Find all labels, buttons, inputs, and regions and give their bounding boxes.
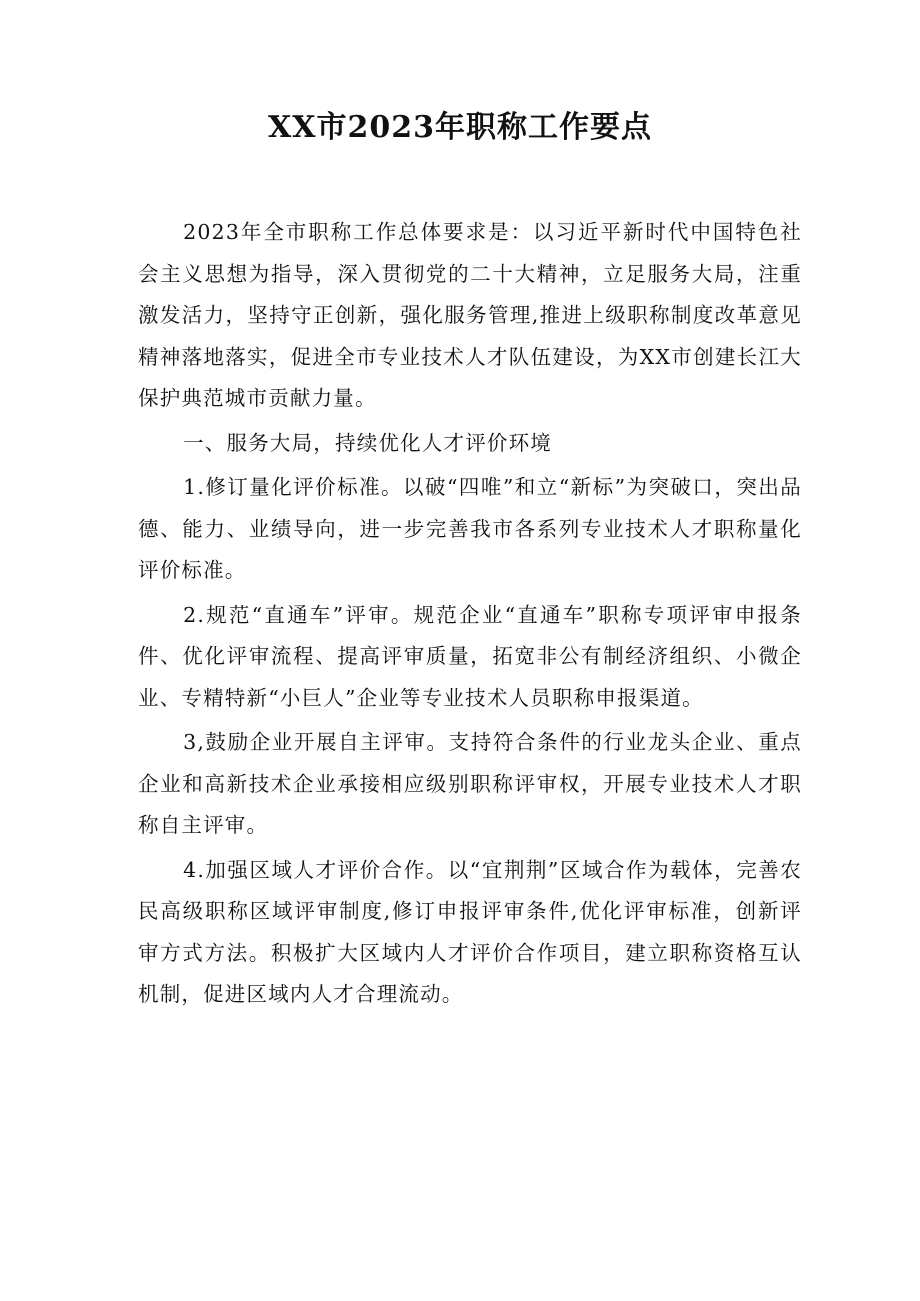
paragraph-general-requirements: 2023年全市职称工作总体要求是：以习近平新时代中国特色社会主义思想为指导，深入贯彻党的二十大精神，立足服务大局，注重激发活力，坚持守正创新，强化服务管理,推进上级职称制度改革意见精神落地落实，促进全市专业技术人才队伍建设，为XX市创建长江大保护典范城市贡献力量。 <box>138 220 802 410</box>
section-heading-1: 一、服务大局，持续优化人才评价环境 <box>183 430 552 455</box>
paragraph-item-2: 2.规范“直通车”评审。规范企业“直通车”职称专项评审申报条件、优化评审流程、提高评审质量，拓宽非公有制经济组织、小微企业、专精特新“小巨人”企业等专业技术人员职称申报渠道。 <box>138 602 802 710</box>
document-body <box>138 212 802 1016</box>
document-title: XX市2023年职称工作要点 <box>267 110 653 145</box>
paragraph-item-1: 1.修订量化评价标准。以破“四唯”和立“新标”为突破口，突出品德、能力、业绩导向，进一步完善我市各系列专业技术人才职称量化评价标准。 <box>138 475 802 582</box>
paragraph-item-4: 4.加强区域人才评价合作。以“宜荆荆”区域合作为载体，完善农民高级职称区域评审制度,修订申报评审条件,优化评审标准，创新评审方式方法。积极扩大区域内人才评价合作项目，建立职称资格互认机制，促进区域内人才合理流动。 <box>138 857 802 1006</box>
paragraph-item-3: 3,鼓励企业开展自主评审。支持符合条件的行业龙头企业、重点企业和高新技术企业承接相应级别职称评审权，开展专业技术人才职称自主评审。 <box>138 730 802 837</box>
